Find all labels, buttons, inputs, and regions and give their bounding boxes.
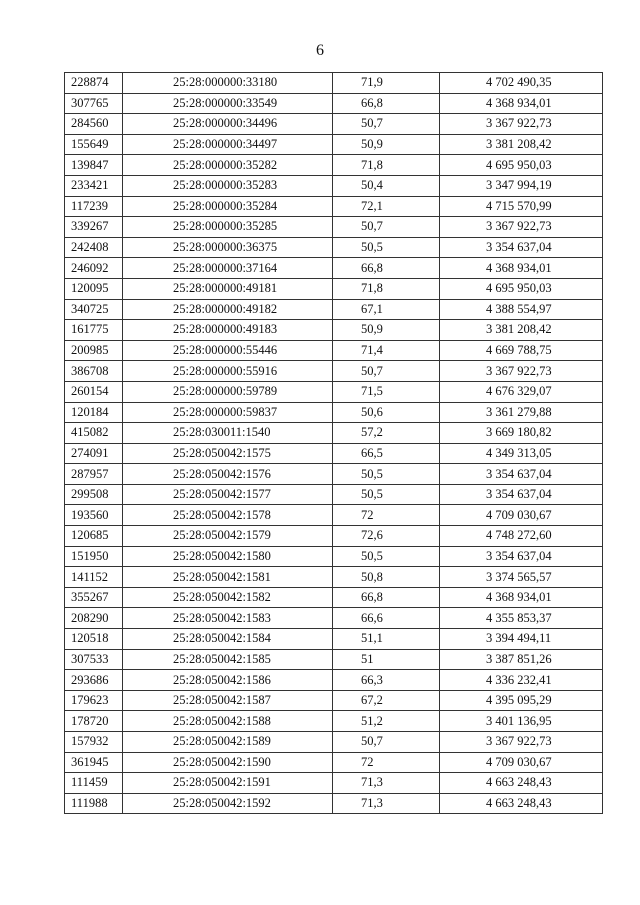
- table-row: [65, 732, 603, 753]
- record-id-cell: 120184: [65, 402, 123, 423]
- price-cell: 3 669 180,82: [440, 423, 603, 444]
- table-row: [65, 134, 603, 155]
- record-id-cell: 339267: [65, 217, 123, 238]
- cadastral-number-cell: 25:28:000000:55446: [123, 340, 333, 361]
- cadastral-number-cell: 25:28:000000:34496: [123, 114, 333, 135]
- price-cell: 3 401 136,95: [440, 711, 603, 732]
- area-cell: 71,8: [333, 155, 440, 176]
- cadastral-number-cell: 25:28:000000:49183: [123, 320, 333, 341]
- area-cell: 51: [333, 649, 440, 670]
- price-cell: 4 349 313,05: [440, 443, 603, 464]
- cadastral-number-cell: 25:28:000000:49181: [123, 278, 333, 299]
- property-table: [64, 72, 603, 814]
- cadastral-number-cell: 25:28:000000:37164: [123, 258, 333, 279]
- cadastral-number-cell: 25:28:000000:36375: [123, 237, 333, 258]
- table-row: [65, 93, 603, 114]
- record-id-cell: 117239: [65, 196, 123, 217]
- table-row: [65, 196, 603, 217]
- cadastral-number-cell: 25:28:030011:1540: [123, 423, 333, 444]
- area-cell: 50,5: [333, 237, 440, 258]
- table-row: [65, 484, 603, 505]
- record-id-cell: 228874: [65, 73, 123, 94]
- area-cell: 66,8: [333, 258, 440, 279]
- area-cell: 50,9: [333, 134, 440, 155]
- record-id-cell: 242408: [65, 237, 123, 258]
- price-cell: 4 368 934,01: [440, 258, 603, 279]
- area-cell: 71,8: [333, 278, 440, 299]
- cadastral-number-cell: 25:28:000000:35285: [123, 217, 333, 238]
- record-id-cell: 274091: [65, 443, 123, 464]
- table-row: [65, 73, 603, 94]
- record-id-cell: 260154: [65, 381, 123, 402]
- cadastral-number-cell: 25:28:000000:49182: [123, 299, 333, 320]
- record-id-cell: 293686: [65, 670, 123, 691]
- record-id-cell: 161775: [65, 320, 123, 341]
- record-id-cell: 193560: [65, 505, 123, 526]
- cadastral-number-cell: 25:28:050042:1579: [123, 526, 333, 547]
- price-cell: 4 355 853,37: [440, 608, 603, 629]
- record-id-cell: 120685: [65, 526, 123, 547]
- cadastral-number-cell: 25:28:050042:1591: [123, 773, 333, 794]
- area-cell: 50,7: [333, 114, 440, 135]
- price-cell: 4 336 232,41: [440, 670, 603, 691]
- cadastral-number-cell: 25:28:000000:35284: [123, 196, 333, 217]
- record-id-cell: 151950: [65, 546, 123, 567]
- table-row: [65, 155, 603, 176]
- record-id-cell: 355267: [65, 587, 123, 608]
- price-cell: 3 367 922,73: [440, 732, 603, 753]
- price-cell: 4 663 248,43: [440, 773, 603, 794]
- record-id-cell: 157932: [65, 732, 123, 753]
- cadastral-number-cell: 25:28:050042:1575: [123, 443, 333, 464]
- record-id-cell: 233421: [65, 175, 123, 196]
- page-number: 6: [316, 42, 324, 59]
- cadastral-number-cell: 25:28:000000:59789: [123, 381, 333, 402]
- record-id-cell: 340725: [65, 299, 123, 320]
- cadastral-number-cell: 25:28:050042:1589: [123, 732, 333, 753]
- price-cell: 3 367 922,73: [440, 114, 603, 135]
- table-row: [65, 402, 603, 423]
- table-row: [65, 670, 603, 691]
- record-id-cell: 307533: [65, 649, 123, 670]
- area-cell: 50,5: [333, 484, 440, 505]
- table-row: [65, 278, 603, 299]
- price-cell: 4 663 248,43: [440, 793, 603, 814]
- table-row: [65, 526, 603, 547]
- cadastral-number-cell: 25:28:050042:1577: [123, 484, 333, 505]
- table-row: [65, 217, 603, 238]
- cadastral-number-cell: 25:28:000000:59837: [123, 402, 333, 423]
- area-cell: 50,7: [333, 217, 440, 238]
- area-cell: 66,8: [333, 587, 440, 608]
- price-cell: 4 368 934,01: [440, 587, 603, 608]
- cadastral-number-cell: 25:28:050042:1588: [123, 711, 333, 732]
- table-row: [65, 608, 603, 629]
- table-row: [65, 237, 603, 258]
- record-id-cell: 284560: [65, 114, 123, 135]
- area-cell: 66,3: [333, 670, 440, 691]
- area-cell: 50,9: [333, 320, 440, 341]
- price-cell: 3 354 637,04: [440, 484, 603, 505]
- cadastral-number-cell: 25:28:050042:1581: [123, 567, 333, 588]
- table-row: [65, 649, 603, 670]
- record-id-cell: 155649: [65, 134, 123, 155]
- table-row: [65, 381, 603, 402]
- table-row: [65, 505, 603, 526]
- price-cell: 4 388 554,97: [440, 299, 603, 320]
- cadastral-number-cell: 25:28:000000:35282: [123, 155, 333, 176]
- area-cell: 71,4: [333, 340, 440, 361]
- price-cell: 3 354 637,04: [440, 546, 603, 567]
- area-cell: 50,4: [333, 175, 440, 196]
- cadastral-number-cell: 25:28:000000:55916: [123, 361, 333, 382]
- price-cell: 4 676 329,07: [440, 381, 603, 402]
- price-cell: 3 367 922,73: [440, 361, 603, 382]
- area-cell: 71,3: [333, 793, 440, 814]
- table-row: [65, 299, 603, 320]
- cadastral-number-cell: 25:28:050042:1586: [123, 670, 333, 691]
- cadastral-number-cell: 25:28:050042:1580: [123, 546, 333, 567]
- record-id-cell: 179623: [65, 690, 123, 711]
- record-id-cell: 246092: [65, 258, 123, 279]
- price-cell: 4 695 950,03: [440, 155, 603, 176]
- record-id-cell: 139847: [65, 155, 123, 176]
- cadastral-number-cell: 25:28:050042:1582: [123, 587, 333, 608]
- table-row: [65, 320, 603, 341]
- area-cell: 72,6: [333, 526, 440, 547]
- area-cell: 72: [333, 752, 440, 773]
- cadastral-number-cell: 25:28:050042:1587: [123, 690, 333, 711]
- record-id-cell: 307765: [65, 93, 123, 114]
- price-cell: 3 347 994,19: [440, 175, 603, 196]
- area-cell: 50,8: [333, 567, 440, 588]
- record-id-cell: 111988: [65, 793, 123, 814]
- area-cell: 67,2: [333, 690, 440, 711]
- area-cell: 50,6: [333, 402, 440, 423]
- table-row: [65, 258, 603, 279]
- price-cell: 3 367 922,73: [440, 217, 603, 238]
- area-cell: 72: [333, 505, 440, 526]
- record-id-cell: 120095: [65, 278, 123, 299]
- table-row: [65, 546, 603, 567]
- cadastral-number-cell: 25:28:000000:34497: [123, 134, 333, 155]
- price-cell: 4 709 030,67: [440, 752, 603, 773]
- area-cell: 51,1: [333, 629, 440, 650]
- price-cell: 3 361 279,88: [440, 402, 603, 423]
- area-cell: 66,8: [333, 93, 440, 114]
- area-cell: 71,5: [333, 381, 440, 402]
- area-cell: 50,7: [333, 732, 440, 753]
- record-id-cell: 208290: [65, 608, 123, 629]
- cadastral-number-cell: 25:28:050042:1590: [123, 752, 333, 773]
- record-id-cell: 287957: [65, 464, 123, 485]
- table-row: [65, 464, 603, 485]
- table-row: [65, 361, 603, 382]
- table-row: [65, 690, 603, 711]
- record-id-cell: 299508: [65, 484, 123, 505]
- area-cell: 72,1: [333, 196, 440, 217]
- price-cell: 4 748 272,60: [440, 526, 603, 547]
- area-cell: 67,1: [333, 299, 440, 320]
- price-cell: 3 381 208,42: [440, 134, 603, 155]
- price-cell: 3 387 851,26: [440, 649, 603, 670]
- table-row: [65, 752, 603, 773]
- table-row: [65, 793, 603, 814]
- area-cell: 50,7: [333, 361, 440, 382]
- record-id-cell: 120518: [65, 629, 123, 650]
- cadastral-number-cell: 25:28:000000:33549: [123, 93, 333, 114]
- price-cell: 4 695 950,03: [440, 278, 603, 299]
- table-body: [65, 73, 603, 814]
- area-cell: 66,5: [333, 443, 440, 464]
- area-cell: 71,9: [333, 73, 440, 94]
- record-id-cell: 361945: [65, 752, 123, 773]
- cadastral-number-cell: 25:28:050042:1583: [123, 608, 333, 629]
- price-cell: 4 368 934,01: [440, 93, 603, 114]
- price-cell: 3 394 494,11: [440, 629, 603, 650]
- record-id-cell: 141152: [65, 567, 123, 588]
- record-id-cell: 200985: [65, 340, 123, 361]
- cadastral-number-cell: 25:28:050042:1592: [123, 793, 333, 814]
- price-cell: 3 354 637,04: [440, 237, 603, 258]
- table-row: [65, 711, 603, 732]
- area-cell: 50,5: [333, 464, 440, 485]
- table-row: [65, 175, 603, 196]
- table-row: [65, 423, 603, 444]
- table-row: [65, 114, 603, 135]
- area-cell: 66,6: [333, 608, 440, 629]
- area-cell: 51,2: [333, 711, 440, 732]
- table-row: [65, 443, 603, 464]
- record-id-cell: 386708: [65, 361, 123, 382]
- record-id-cell: 415082: [65, 423, 123, 444]
- cadastral-number-cell: 25:28:050042:1578: [123, 505, 333, 526]
- price-cell: 4 702 490,35: [440, 73, 603, 94]
- area-cell: 71,3: [333, 773, 440, 794]
- cadastral-number-cell: 25:28:000000:33180: [123, 73, 333, 94]
- cadastral-number-cell: 25:28:050042:1576: [123, 464, 333, 485]
- price-cell: 4 669 788,75: [440, 340, 603, 361]
- table-row: [65, 629, 603, 650]
- table-row: [65, 587, 603, 608]
- price-cell: 4 715 570,99: [440, 196, 603, 217]
- price-cell: 4 709 030,67: [440, 505, 603, 526]
- table-row: [65, 567, 603, 588]
- price-cell: 4 395 095,29: [440, 690, 603, 711]
- price-cell: 3 354 637,04: [440, 464, 603, 485]
- cadastral-number-cell: 25:28:000000:35283: [123, 175, 333, 196]
- price-cell: 3 374 565,57: [440, 567, 603, 588]
- price-cell: 3 381 208,42: [440, 320, 603, 341]
- record-id-cell: 178720: [65, 711, 123, 732]
- area-cell: 50,5: [333, 546, 440, 567]
- table-row: [65, 773, 603, 794]
- cadastral-number-cell: 25:28:050042:1585: [123, 649, 333, 670]
- cadastral-number-cell: 25:28:050042:1584: [123, 629, 333, 650]
- table-row: [65, 340, 603, 361]
- record-id-cell: 111459: [65, 773, 123, 794]
- area-cell: 57,2: [333, 423, 440, 444]
